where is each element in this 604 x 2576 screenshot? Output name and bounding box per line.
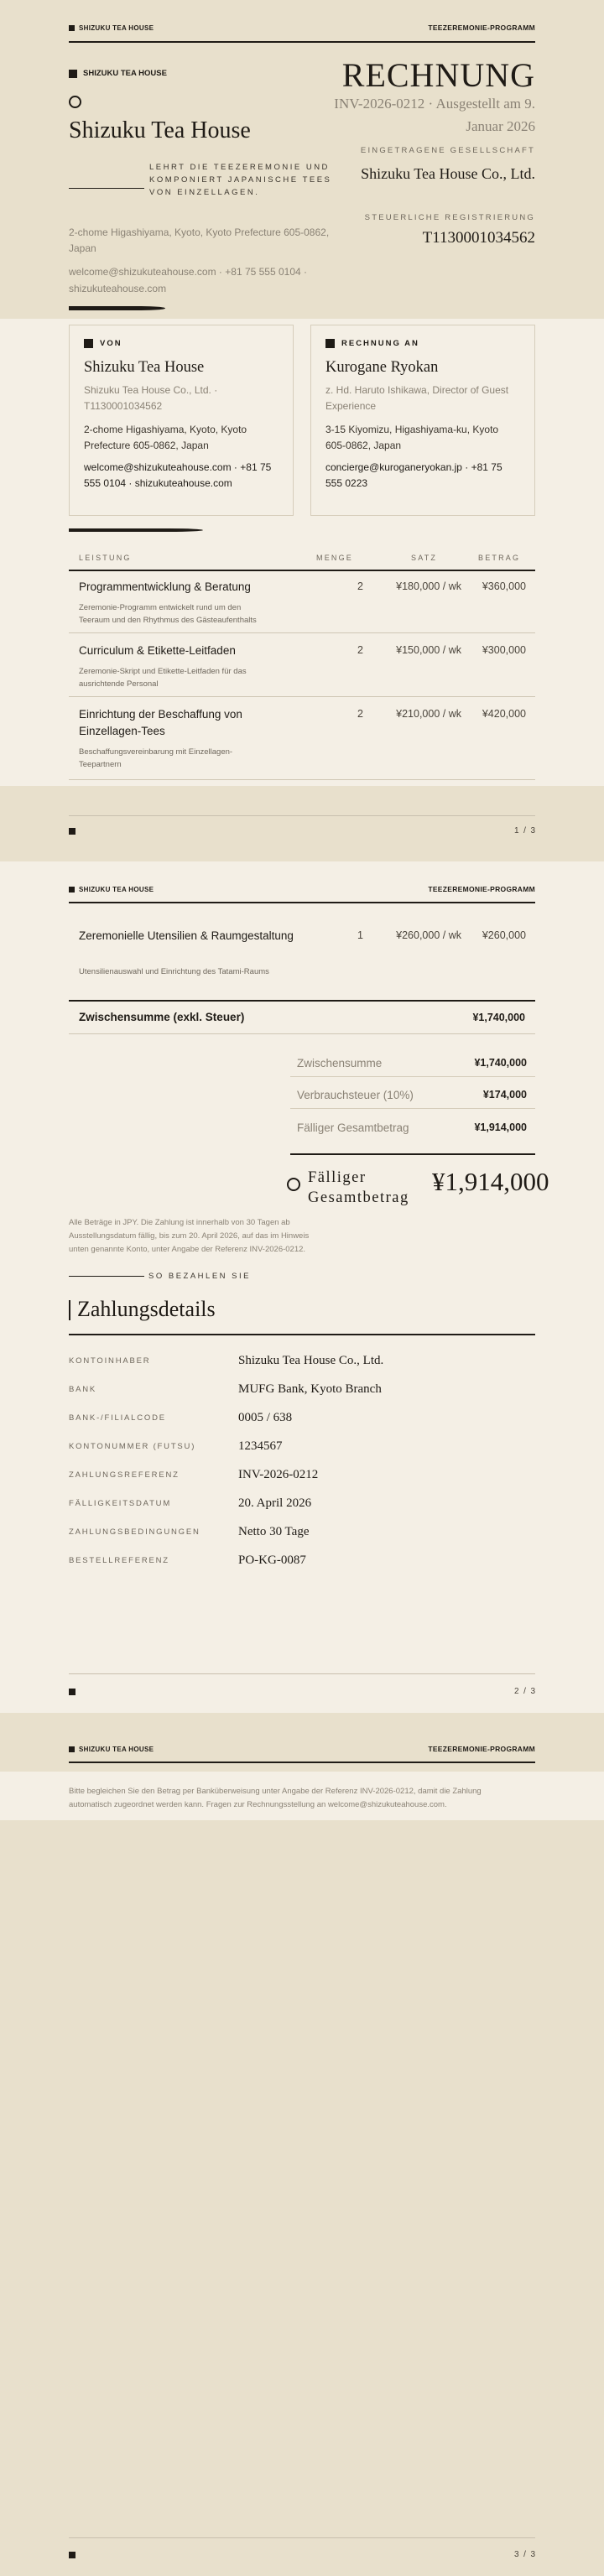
due-rule [290, 1153, 535, 1155]
square-icon [325, 339, 335, 348]
page-number: 2 / 3 [513, 1687, 535, 1696]
brand-square-icon [69, 25, 75, 31]
invoice-number: INV-2026-0212 · Ausgestellt am 9. Januar 2026 [334, 96, 535, 134]
row-divider [69, 632, 535, 633]
page-footer [69, 826, 535, 835]
top-bar: SHIZUKU TEA HOUSE TEEZEREMONIE-PROGRAMM [69, 23, 535, 32]
from-address: 2-chome Higashiyama, Kyoto, Kyoto Prefecture 605-0862, Japan [84, 424, 247, 451]
invoice-title: RECHNUNG [341, 56, 535, 94]
kicker-rule [69, 1276, 144, 1277]
tagline-rule [69, 188, 144, 189]
payment-kicker: SO BEZAHLEN SIE [148, 1272, 251, 1281]
brand-square-icon [69, 1746, 75, 1752]
payment-row: KONTOINHABER Shizuku Tea House Co., Ltd. [69, 1354, 384, 1367]
payment-row: ZAHLUNGSBEDINGUNGEN Netto 30 Tage [69, 1525, 310, 1538]
footer-rule [69, 815, 535, 816]
page-number: 3 / 3 [513, 2550, 535, 2559]
square-icon [69, 1689, 76, 1695]
col-header-service: LEISTUNG [79, 554, 132, 562]
program-label: TEEZEREMONIE-PROGRAMM [428, 23, 535, 32]
totals-row-due: Fälliger Gesamtbetrag ¥1,914,000 [297, 1121, 527, 1134]
footer-rule [69, 1673, 535, 1674]
registered-name: Shizuku Tea House Co., Ltd. [361, 165, 535, 182]
top-rule [69, 1762, 535, 1763]
payment-row: ZAHLUNGSREFERENZ INV-2026-0212 [69, 1468, 319, 1481]
payment-rule [69, 1334, 535, 1335]
payment-title: Zahlungsdetails [77, 1297, 216, 1321]
company-address: 2-chome Higashiyama, Kyoto, Kyoto Prefecture 605-0862, Japan [69, 226, 330, 254]
totals-row-subtotal: Zwischensumme ¥1,740,000 [297, 1057, 527, 1069]
subtotal-rule [69, 1000, 535, 1002]
to-contact: concierge@kuroganeryokan.jp · +81 75 555 0223 [325, 461, 502, 489]
brand-square-icon [69, 887, 75, 892]
swash-divider [69, 306, 165, 310]
totals-divider [290, 1108, 535, 1109]
subtotal-bar-label: Zwischensumme (exkl. Steuer) [79, 1011, 245, 1023]
payment-row: FÄLLIGKEITSDATUM 20. April 2026 [69, 1496, 312, 1510]
square-icon [84, 339, 93, 348]
logo-circle-icon [69, 96, 81, 108]
to-sub: z. Hd. Haruto Ishikawa, Director of Guest Experience [325, 384, 509, 412]
payment-row: BANK-/FILIALCODE 0005 / 638 [69, 1411, 293, 1424]
page1-footer-band [0, 786, 604, 861]
to-address: 3-15 Kiyomizu, Higashiyama-ku, Kyoto 605-0862, Japan [325, 424, 499, 451]
subtotal-divider [69, 1033, 535, 1034]
totals-divider [290, 1076, 535, 1077]
col-header-qty: MENGE [316, 554, 354, 562]
tax-label: STEUERLICHE REGISTRIERUNG [364, 213, 535, 222]
col-header-rate: SATZ [411, 554, 438, 562]
row-divider [69, 696, 535, 697]
tagline: LEHRT DIE TEEZEREMONIE UND KOMPONIERT JAPANISCHE TEES VON EINZELLAGEN. [149, 163, 332, 197]
payment-row: KONTONUMMER (FUTSU) 1234567 [69, 1439, 283, 1453]
from-name: Shizuku Tea House [84, 359, 205, 376]
tax-id: T1130001034562 [422, 229, 535, 247]
hero-brand: SHIZUKU TEA HOUSE [69, 69, 167, 78]
company-name: Shizuku Tea House [69, 117, 251, 143]
due-label: Fälliger Gesamtbetrag [308, 1169, 409, 1206]
col-header-amount: BETRAG [478, 554, 521, 562]
payment-row: BESTELLREFERENZ PO-KG-0087 [69, 1553, 306, 1567]
square-icon [69, 2552, 76, 2558]
footer-note: Bitte begleichen Sie den Betrag per Banküberweisung unter Angabe der Referenz INV-2026-0212, damit die Zahlung automatisch zugeordnet werden kann. Fragen zur Rechnungsstellung an welcome@shizukuteahouse.com. [69, 1787, 482, 1809]
due-circle-icon [287, 1178, 300, 1191]
payment-note: Alle Beträge in JPY. Die Zahlung ist innerhalb von 30 Tagen ab Ausstellungsdatum fällig, bis zum 20. April 2026, auf das im Hinweis unten genannte Konto, unter Angabe der Referenz INV-2026-0212. [69, 1218, 310, 1254]
title-bar [69, 1300, 70, 1320]
top-bar: SHIZUKU TEA HOUSE TEEZEREMONIE-PROGRAMM [69, 1745, 535, 1753]
footer-rule [69, 2537, 535, 2538]
page-footer [69, 2550, 535, 2559]
top-bar: SHIZUKU TEA HOUSE TEEZEREMONIE-PROGRAMM [69, 885, 535, 893]
to-card: RECHNUNG AN Kurogane Ryokan z. Hd. Haruto Ishikawa, Director of Guest Experience 3-15 Kiyomizu, Higashiyama-ku, Kyoto 605-0862, Japan concierge@kuroganeryokan.jp · +81 75 555 0223 [310, 325, 535, 516]
page-footer [69, 1687, 535, 1696]
registered-label: EINGETRAGENE GESELLSCHAFT [360, 146, 535, 155]
square-icon [69, 828, 76, 835]
brand-square-icon [69, 70, 77, 78]
due-value: ¥1,914,000 [432, 1167, 549, 1196]
top-rule [69, 41, 535, 43]
from-contact: welcome@shizukuteahouse.com · +81 75 555 0104 · shizukuteahouse.com [84, 461, 272, 489]
page2-body [0, 861, 604, 1713]
company-contact: welcome@shizukuteahouse.com · +81 75 555 0104 · shizukuteahouse.com [69, 266, 308, 294]
to-name: Kurogane Ryokan [325, 359, 439, 376]
payment-row: BANK MUFG Bank, Kyoto Branch [69, 1382, 382, 1396]
top-rule [69, 902, 535, 903]
subtotal-bar-value: ¥1,740,000 [472, 1012, 525, 1023]
from-card: VON Shizuku Tea House Shizuku Tea House Co., Ltd. · T1130001034562 2-chome Higashiyama, Kyoto, Kyoto Prefecture 605-0862, Japan welcome@shizukuteahouse.com · +81 75 555 0104 · shizukuteahouse.com [69, 325, 294, 516]
totals-row-tax: Verbrauchsteuer (10%) ¥174,000 [297, 1089, 527, 1101]
row-divider [69, 779, 535, 780]
from-sub: Shizuku Tea House Co., Ltd. · T1130001034562 [84, 384, 218, 412]
table-header-rule [69, 570, 535, 571]
page-number: 1 / 3 [513, 826, 535, 835]
swash-divider [69, 528, 203, 532]
